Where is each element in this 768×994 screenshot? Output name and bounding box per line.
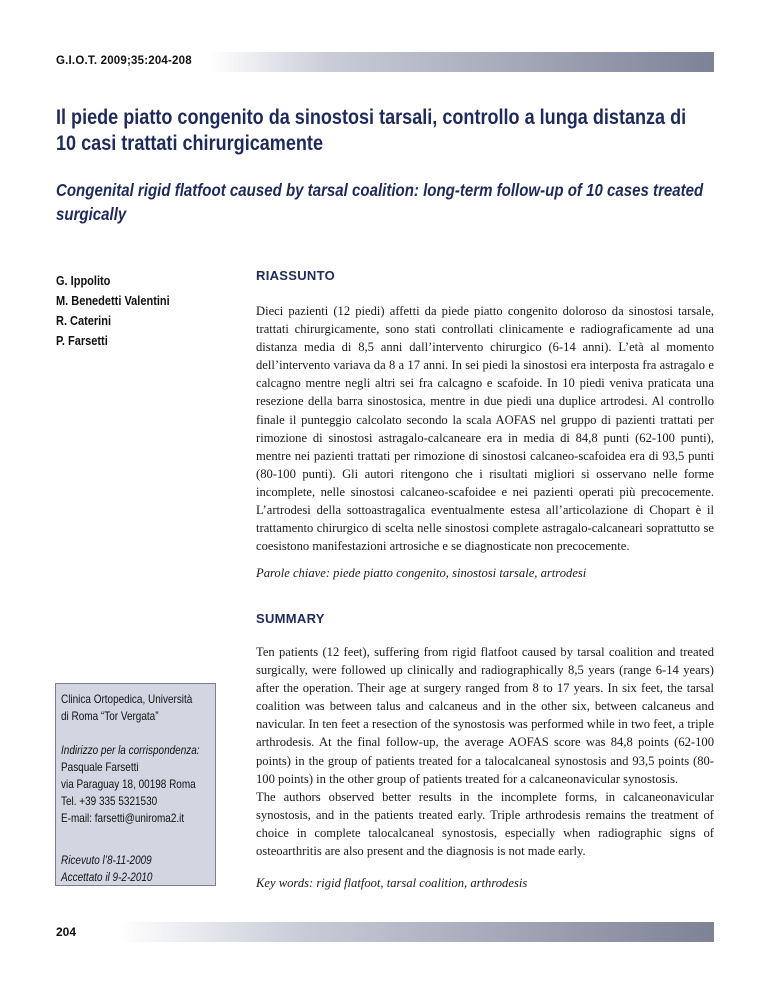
riassunto-paragraph: Dieci pazienti (12 piedi) affetti da piede piatto congenito doloroso da sinostosi tarsale, trattati chirurgicamente, sono stati controllati clinicamente e radiograficamente ad una distanza media di 8,5 anni dall’intervento chirurgico (6-14 anni). L’età al momento dell’intervento variava da 8 a 17 anni. In sei piedi la sinostosi era interposta fra astragalo e calcagno mentre negli altri sei fra calcagno e scafoide. In 10 piedi veniva praticata una resezione della barra sinostosica, mentre in due piedi una duplice artrodesi. Al controllo finale il punteggio calcolato secondo la scala AOFAS nel gruppo di pazienti trattati per rimozione di sinostosi astragalo-calcaneare era in media di 84,8 punti (62-100 punti), mentre nei pazienti trattati per rimozione di sinostosi calcaneo-scafoidea era di 93,5 punti (80-100 punti). Gli autori ritengono che i risultati migliori si osservano nelle forme incomplete, nelle sinostosi calcaneo-scafoidee e nei pazienti operati più precocemente. L’artrodesi della sottoastragalica eventualmente estesa all’articolazione di Chopart è il trattamento chirurgico di scelta nelle sinostosi complete astragalo-calcaneari soprattutto se coesistono manifestazioni artrosiche e se diagnosticate non precocemente. bbox=[256, 304, 714, 554]
author: G. Ippolito bbox=[56, 274, 111, 288]
riassunto-heading: RIASSUNTO bbox=[256, 268, 336, 283]
summary-paragraph: The authors observed better results in the incomplete forms, in calcaneonavicular synostosis, and in the patients treated early. Triple arthrodesis remains the treatment of choice in complete talocalcaneal synostosis, especially when radiographic signs of osteoarthritis are also present and the diagnosis is not made early. bbox=[256, 789, 714, 859]
footer-bar bbox=[0, 922, 714, 942]
keywords-italian: Parole chiave: piede piatto congenito, sinostosi tarsale, artrodesi bbox=[256, 566, 587, 580]
correspondence-label: Indirizzo per la corrispondenza: bbox=[61, 744, 200, 757]
contact-address: via Paraguay 18, 00198 Roma bbox=[61, 778, 196, 791]
keywords-english: Key words: rigid flatfoot, tarsal coalition, arthrodesis bbox=[256, 876, 528, 890]
contact-phone: Tel. +39 335 5321530 bbox=[61, 795, 158, 808]
summary-heading: SUMMARY bbox=[256, 611, 325, 626]
title-english: Congenital rigid flatfoot caused by tarsal coalition: long-term follow-up of 10 cases treated surgically bbox=[56, 180, 704, 224]
author: M. Benedetti Valentini bbox=[56, 294, 170, 308]
title-italian: Il piede piatto congenito da sinostosi tarsali, controllo a lunga distanza di 10 casi trattati chirurgicamente bbox=[56, 106, 687, 155]
accepted-date: Accettato il 9-2-2010 bbox=[61, 871, 153, 884]
affiliation-line: di Roma “Tor Vergata” bbox=[61, 710, 159, 723]
author: R. Caterini bbox=[56, 314, 112, 328]
summary-paragraph: Ten patients (12 feet), suffering from rigid flatfoot caused by tarsal coalition and treated surgically, were followed up clinically and radiographically 8,5 years (range 6-14 years) after the operation. Their age at surgery ranged from 8 to 17 years. In six feet, the tarsal coalition was between talus and calcaneus and in the other six, between calcaneus and navicular. In ten feet a resection of the synostosis was performed while in two feet, a triple arthrodesis. At the final follow-up, the average AOFAS score was 84,8 points (62-100 points) in the group of patients treated for a talocalcaneal synostosis and 93,5 points (80-100 points) in the other group of patients treated for a calcaneonavicular synostosis. bbox=[256, 645, 714, 786]
correspondence-box bbox=[55, 683, 216, 886]
author: P. Farsetti bbox=[56, 334, 108, 348]
affiliation-line: Clinica Ortopedica, Università bbox=[61, 693, 193, 706]
author-list bbox=[56, 271, 170, 351]
journal-reference: G.I.O.T. 2009;35:204-208 bbox=[56, 55, 192, 67]
received-date: Ricevuto l’8-11-2009 bbox=[61, 854, 152, 867]
summary-body bbox=[256, 643, 714, 860]
contact-email: E-mail: farsetti@uniroma2.it bbox=[61, 812, 185, 825]
page-number: 204 bbox=[56, 925, 77, 939]
contact-name: Pasquale Farsetti bbox=[61, 761, 139, 774]
riassunto-body bbox=[256, 302, 714, 555]
